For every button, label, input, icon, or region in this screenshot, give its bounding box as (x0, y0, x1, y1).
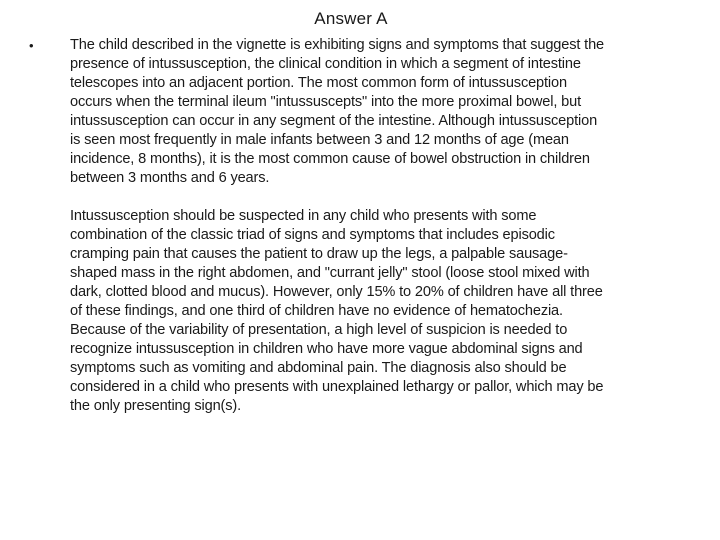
text-line: intussusception can occur in any segment of the intestine. Although intussusception (70, 113, 598, 129)
text-line: shaped mass in the right abdomen, and "currant jelly" stool (loose stool mixed with (70, 265, 590, 281)
body-text (70, 36, 674, 416)
text-line: between 3 months and 6 years. (70, 170, 270, 186)
text-line: The child described in the vignette is exhibiting signs and symptoms that suggest the (70, 37, 605, 53)
bullet-marker: • (29, 38, 34, 53)
text-line: telescopes into an adjacent portion. The most common form of intussusception (70, 75, 567, 91)
text-line: combination of the classic triad of signs and symptoms that includes episodic (70, 227, 555, 243)
slide-title: Answer A (314, 9, 388, 28)
text-line: symptoms such as vomiting and abdominal pain. The diagnosis also should be (70, 360, 567, 376)
text-line: the only presenting sign(s). (70, 398, 242, 414)
text-line: cramping pain that causes the patient to draw up the legs, a palpable sausage- (70, 246, 568, 262)
text-line: presence of intussusception, the clinical condition in which a segment of intestine (70, 56, 581, 72)
text-line: recognize intussusception in children who have more vague abdominal signs and (70, 341, 583, 357)
text-line: is seen most frequently in male infants between 3 and 12 months of age (mean (70, 132, 569, 148)
text-line: Because of the variability of presentation, a high level of suspicion is needed to (70, 322, 568, 338)
text-line: of these findings, and one third of children have no evidence of hematochezia. (70, 303, 563, 319)
text-line: incidence, 8 months), it is the most common cause of bowel obstruction in children (70, 151, 590, 167)
text-line: dark, clotted blood and mucus). However, only 15% to 20% of children have all three (70, 284, 603, 300)
text-line: Intussusception should be suspected in any child who presents with some (70, 208, 537, 224)
text-line: occurs when the terminal ileum "intussuscepts" into the more proximal bowel, but (70, 94, 582, 110)
paragraph-2 (70, 207, 674, 416)
text-line: considered in a child who presents with unexplained lethargy or pallor, which may be (70, 379, 604, 395)
paragraph-1 (70, 36, 674, 188)
